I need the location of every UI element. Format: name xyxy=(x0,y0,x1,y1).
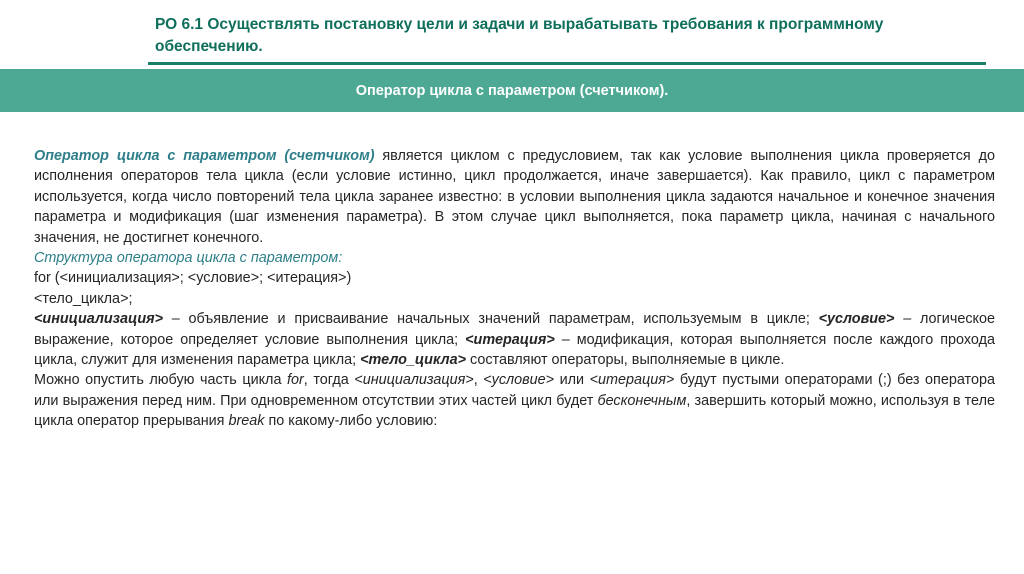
infinite-word: бесконечным xyxy=(597,392,687,409)
omission-text-f: , завершить который можно, используя в теле цикла оператор прерывания xyxy=(34,392,995,430)
section-banner xyxy=(0,69,1024,112)
banner-title: Оператор цикла с параметром (счетчиком). xyxy=(355,82,669,99)
iteration-mention: <итерация> xyxy=(589,372,675,389)
body-text: составляют операторы, выполняемые в цикле. xyxy=(465,352,785,369)
iteration-text: – модификация, которая выполняется после каждого прохода цикла, служит для изменения параметра цикла; xyxy=(34,331,995,369)
init-text: – объявление и присваивание начальных значений параметрам, используемым в цикле; xyxy=(163,311,819,328)
slide-body xyxy=(34,146,995,432)
body-term: <тело_цикла> xyxy=(360,352,466,369)
code-line-2: <тело_цикла>; xyxy=(34,290,133,307)
init-mention: <инициализация> xyxy=(354,372,474,389)
omission-text-c: , xyxy=(473,372,484,389)
operator-term: Оператор цикла с параметром (счетчиком) xyxy=(34,148,375,164)
structure-title: Структура оператора цикла с параметром: xyxy=(34,250,343,267)
intro-text: является циклом с предусловием, так как условие выполнения цикла проверяется до исполнения операторов тела цикла (если условие истинно, цикл продолжается, иначе завершается). Как правило, цикл с параметром используется, когда число повторений тела цикла заранее известно: в условии выполнения цикла задаются начальное и конечное значения параметра и модификация (шаг изменения параметра). В этом случае цикл выполняется, пока параметр цикла, начиная с начального значения, не достигнет конечного. xyxy=(34,148,995,246)
omission-paragraph xyxy=(34,370,995,431)
title-underline xyxy=(148,62,986,65)
omission-text-d: или xyxy=(554,372,590,389)
iteration-term: <итерация> xyxy=(465,331,555,348)
intro-paragraph xyxy=(34,146,995,248)
omission-text-b: , тогда xyxy=(303,372,355,389)
break-keyword: break xyxy=(228,413,265,430)
omission-text-e: будут пустыми операторами (;) без оператора или выражения перед ним. При одновременном отсутствии этих частей цикл будет xyxy=(34,372,995,409)
init-term: <инициализация> xyxy=(34,311,163,328)
condition-term: <условие> xyxy=(818,311,895,328)
condition-mention: <условие> xyxy=(483,372,555,389)
definitions-paragraph xyxy=(34,309,995,370)
slide-title: РО 6.1 Осуществлять постановку цели и задачи и вырабатывать требования к программному обеспечению. xyxy=(155,16,884,55)
for-keyword: for xyxy=(287,372,304,389)
condition-text: – логическое выражение, которое определяет условие выполнения цикла; xyxy=(34,311,995,348)
code-line-1: for (<инициализация>; <условие>; <итерация>) xyxy=(34,270,352,287)
omission-text-a: Можно опустить любую часть цикла xyxy=(34,372,287,389)
omission-text-g: по какому-либо условию: xyxy=(264,413,438,430)
